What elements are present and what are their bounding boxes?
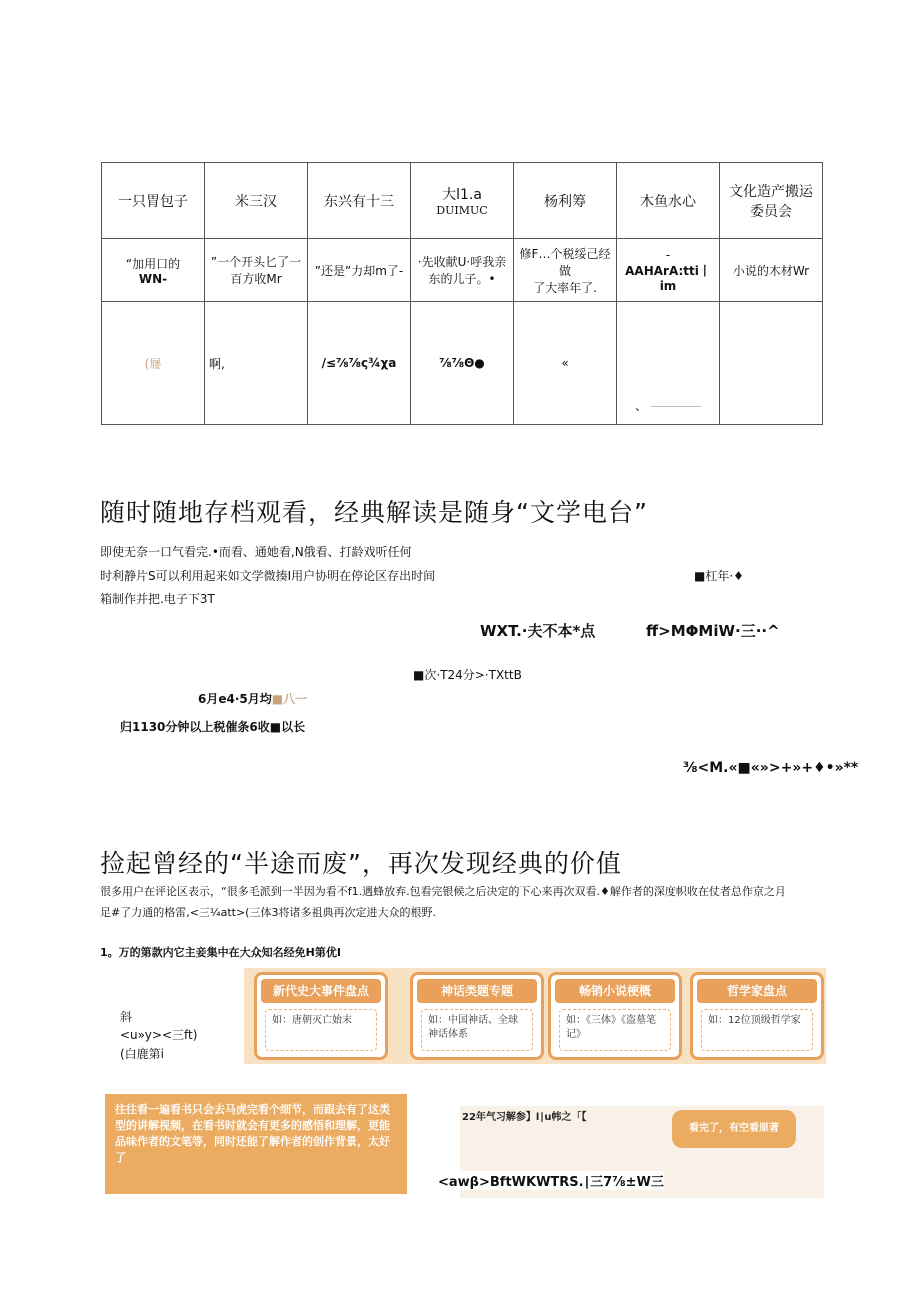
section1-line1: 即使无奈一口气看完.•而看、通她看,N俄看、打龄戏听任何 bbox=[100, 545, 412, 559]
header-cell-3: 东兴有十三 bbox=[308, 163, 411, 239]
row3-cell-6-line bbox=[651, 406, 701, 407]
row2-cell-5-line1: 修F…个税绥己经做 bbox=[519, 246, 611, 278]
card-philosophy-title: 哲学家盘点 bbox=[697, 979, 817, 1003]
header-cell-1: 一只胃包子 bbox=[102, 163, 205, 239]
card-myth-title: 神话类题专题 bbox=[417, 979, 537, 1003]
section1-line2: 时利静片S可以利用起来如文学微揍I用户协明在停论区存出时间 bbox=[100, 569, 436, 583]
row2-cell-6-line1: - bbox=[665, 247, 671, 262]
section2-para2: 足#了力通的格雷,<三¼att>(三体3将诸多祖典再次定进大众的根野. bbox=[100, 906, 436, 919]
card-myth-text: 如：中国神话、全球神话体系 bbox=[421, 1009, 533, 1051]
row2-cell-1 bbox=[102, 239, 205, 302]
fig-text-4 bbox=[198, 690, 307, 707]
header-cell-4-line1: 大l1.a bbox=[442, 187, 482, 203]
row2-cell-4 bbox=[411, 239, 514, 302]
row3-cell-1: (屦 bbox=[102, 302, 205, 425]
row2-cell-6-line2: AAHArA:tti丨im bbox=[625, 263, 711, 293]
left-label-3: (白鹿第i bbox=[120, 1047, 165, 1061]
chat-bubble: 看完了，有空看原著 bbox=[672, 1110, 796, 1148]
card-history-title: 新代史大事件盘点 bbox=[261, 979, 381, 1003]
fig-text-6: ⅜<M.«■«»>+»+♦•»** bbox=[683, 760, 859, 776]
card-novel-text: 如：《三体》《盗墓笔记》 bbox=[559, 1009, 671, 1051]
section2-para1: 很多用户在评论区表示，“很多毛派到一半因为看不f1.遇蜂放弃.包看完银候之后决定的下心来再次双看.♦解作者的深度帜收在仗者总作京之月 bbox=[100, 885, 786, 898]
card-novel-title: 畅销小说梗概 bbox=[555, 979, 675, 1003]
comment-table bbox=[101, 162, 823, 425]
row2-cell-2 bbox=[205, 239, 308, 302]
chat-line-1: 22年气习解参】l∣u帏之「【 bbox=[462, 1112, 587, 1123]
header-cell-4 bbox=[411, 163, 514, 239]
section2-title: 捡起曾经的“半途而废”，再次发现经典的价值 bbox=[100, 849, 622, 878]
card-history bbox=[254, 972, 388, 1060]
fig-text-1-span: WXT.·夫不本*点 bbox=[480, 622, 596, 640]
row2-cell-5-line2: 了大率年了. bbox=[533, 280, 597, 295]
section2-item1: 1。万的第款内它主妾集中在大众知名经免H第优I bbox=[100, 946, 341, 959]
section1-line2-right: ■杠年·♦ bbox=[694, 569, 744, 583]
row3-cell-7 bbox=[720, 302, 823, 425]
fig-text-3: ■次·T24分>·TXttB bbox=[413, 668, 522, 682]
fig-text-5: 归1130分钟以上税催条6收■以长 bbox=[120, 720, 306, 734]
card-philosophy bbox=[690, 972, 824, 1060]
card-history-text: 如：唐朝灭亡始末 bbox=[265, 1009, 377, 1051]
header-cell-5: 杨利筹 bbox=[514, 163, 617, 239]
row2-cell-3: ”还是”力却m了- bbox=[308, 239, 411, 302]
row3-cell-2: 啊, bbox=[205, 302, 308, 425]
section1-title: 随时随地存档观看，经典解读是随身“文学电台” bbox=[100, 498, 648, 527]
row3-cell-6 bbox=[617, 302, 720, 425]
section1-line3: 箱制作并把.电子下3T bbox=[100, 592, 215, 606]
fig-text-4a: 6月e4·5月均 bbox=[198, 692, 272, 706]
header-cell-2: 米三汉 bbox=[205, 163, 308, 239]
row3-cell-3: /≤⅞⅞ς¾χa bbox=[308, 302, 411, 425]
fig-text-4b: ■八一 bbox=[271, 692, 308, 706]
header-cell-7: 文化造产搬运委员会 bbox=[720, 163, 823, 239]
row3-cell-4: ⅞⅞Θ● bbox=[411, 302, 514, 425]
row3-cell-6-mark: 、 bbox=[635, 399, 648, 413]
row2-cell-2-line1: ”一个开头匕了一 bbox=[210, 255, 302, 269]
row2-cell-2-line2: 百方收Mr bbox=[230, 272, 282, 286]
row2-cell-4-line1: ·先收献U·呼我亲 bbox=[417, 255, 507, 269]
row2-cell-1-line1: “加用口的 bbox=[125, 256, 181, 271]
comment-highlight-box: 往往看一遍看书只会去马虎完看个细节，而跟去有了这类型的讲解视频，在看书时就会有更多的感悟和理解，更能品味作者的文笔等，同时还能了解作者的创作背景，太好了 bbox=[105, 1094, 407, 1194]
header-cell-6: 木鱼水心 bbox=[617, 163, 720, 239]
row3-cell-5: « bbox=[514, 302, 617, 425]
fig-text-2: ff>MΦMiW·三··^ bbox=[646, 622, 780, 640]
left-label-2: <u»y><三ft) bbox=[120, 1028, 198, 1042]
card-novel bbox=[548, 972, 682, 1060]
card-philosophy-text: 如：12位顶级哲学家 bbox=[701, 1009, 813, 1051]
header-cell-4-line2: DUIMUC bbox=[436, 204, 488, 217]
left-label-1: 斜 bbox=[120, 1010, 133, 1024]
row2-cell-6 bbox=[617, 239, 720, 302]
row2-cell-7: 小说的木材Wr bbox=[720, 239, 823, 302]
chat-caption: <awβ>BftWKWTRS.∣三7⅞±W三 bbox=[438, 1171, 664, 1190]
fig-text-1 bbox=[480, 620, 595, 641]
card-myth bbox=[410, 972, 544, 1060]
row2-cell-5 bbox=[514, 239, 617, 302]
row2-cell-4-line2: 东的儿子。• bbox=[428, 272, 496, 286]
row2-cell-1-line2: WN- bbox=[138, 271, 168, 286]
